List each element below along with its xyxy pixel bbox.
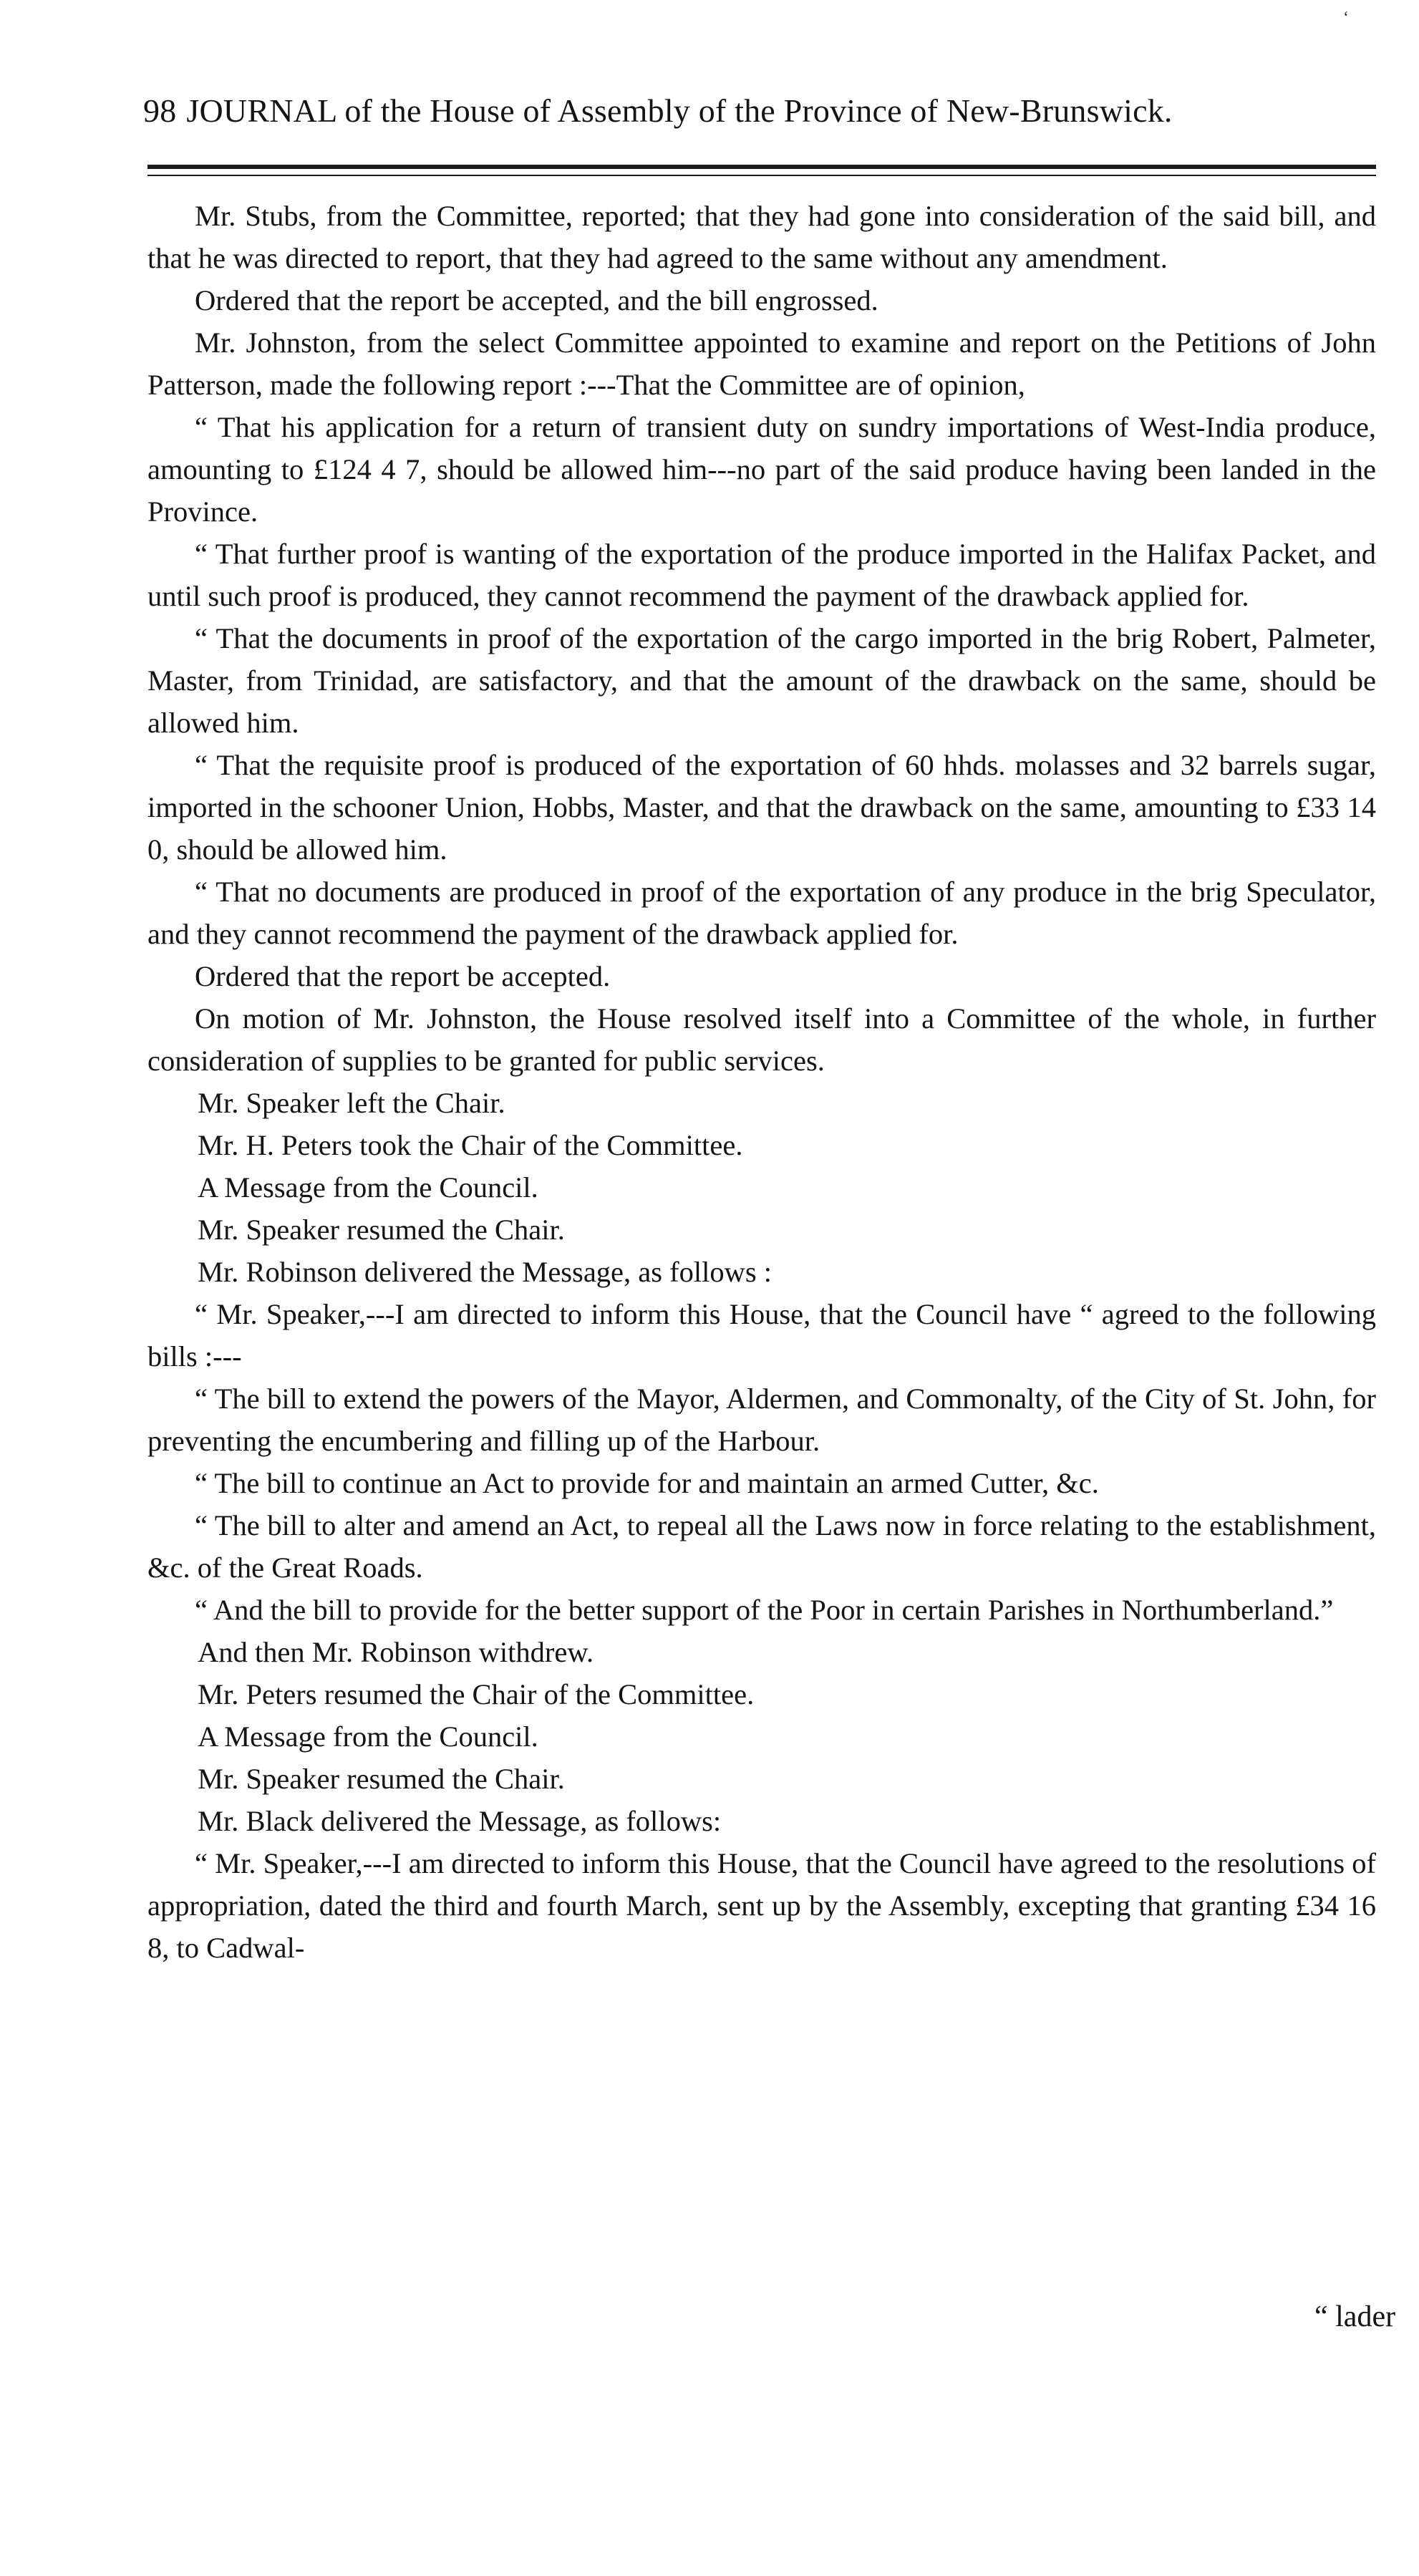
quoted-paragraph: “ The bill to continue an Act to provide for and maintain an armed Cutter, &c. xyxy=(195,1467,1099,1499)
page-title: JOURNAL of the House of Assembly of the Province of New-Brunswick. xyxy=(186,92,1173,129)
paragraph: “ That the documents in proof of the exportation of the cargo imported in the brig Robert, Palmeter, Master, from Trinidad, are satisfactory, and that the amount of the drawback on the same, should be allowed him. xyxy=(147,622,1376,739)
paragraph: On motion of Mr. Johnston, the House resolved itself into a Committee of the whole, in further consideration of supplies to be granted for public services. xyxy=(147,1002,1376,1077)
print-mark: ‘ xyxy=(1343,9,1349,27)
paragraph: Ordered that the report be accepted, and the bill engrossed. xyxy=(195,284,878,316)
journal-body xyxy=(147,195,1376,1969)
page-number: 98 xyxy=(143,92,177,129)
paragraph: A Message from the Council. xyxy=(198,1171,538,1204)
paragraph: And then Mr. Robinson withdrew. xyxy=(198,1636,594,1668)
paragraph: “ That further proof is wanting of the exportation of the produce imported in the Halifax Packet, and until such proof is produced, they cannot recommend the payment of the drawback applied for. xyxy=(147,538,1376,612)
quoted-paragraph: “ The bill to alter and amend an Act, to repeal all the Laws now in force relating to the establishment, &c. of the Great Roads. xyxy=(147,1509,1376,1584)
paragraph: Mr. Stubs, from the Committee, reported; that they had gone into consideration of the said bill, and that he was directed to report, that they had agreed to the same without any amendment. xyxy=(147,200,1376,274)
paragraph: Mr. Speaker left the Chair. xyxy=(198,1087,505,1119)
paragraph: “ That no documents are produced in proof of the exportation of any produce in the brig Speculator, and they cannot recommend the payment of the drawback applied for. xyxy=(147,876,1376,950)
header-rule-thick xyxy=(147,165,1376,169)
quoted-paragraph: “ Mr. Speaker,---I am directed to inform this House, that the Council have “ agreed to the following bills :--- xyxy=(147,1298,1376,1372)
paragraph: A Message from the Council. xyxy=(198,1720,538,1753)
quoted-paragraph: “ Mr. Speaker,---I am directed to inform this House, that the Council have agreed to the resolutions of appropriation, dated the third and fourth March, sent up by the Assembly, excepting that granting £34 16 8, to Cadwal- xyxy=(147,1847,1376,1964)
paragraph: “ That the requisite proof is produced of the exportation of 60 hhds. molasses and 32 barrels sugar, imported in the schooner Union, Hobbs, Master, and that the drawback on the same, amounting to £33 14 0, should be allowed him. xyxy=(147,749,1376,866)
paragraph: Ordered that the report be accepted. xyxy=(195,960,611,992)
paragraph: Mr. Peters resumed the Chair of the Committee. xyxy=(198,1678,755,1710)
paragraph: Mr. Black delivered the Message, as follows: xyxy=(198,1805,722,1837)
quoted-paragraph: “ And the bill to provide for the better support of the Poor in certain Parishes in Northumberland.” xyxy=(195,1594,1334,1626)
paragraph: Mr. Speaker resumed the Chair. xyxy=(198,1214,565,1246)
paragraph: Mr. H. Peters took the Chair of the Committee. xyxy=(198,1129,743,1161)
paragraph: Mr. Robinson delivered the Message, as follows : xyxy=(198,1256,773,1288)
quoted-paragraph: “ The bill to extend the powers of the Mayor, Aldermen, and Commonalty, of the City of St. John, for preventing the encumbering and filling up of the Harbour. xyxy=(147,1383,1376,1457)
catchword: “ lader xyxy=(1314,2300,1396,2333)
paragraph: “ That his application for a return of transient duty on sundry importations of West-India produce, amounting to £124 4 7, should be allowed him---no part of the said produce having been landed in the Province. xyxy=(147,411,1376,528)
paragraph: Mr. Speaker resumed the Chair. xyxy=(198,1763,565,1795)
page-header xyxy=(143,92,1380,130)
paragraph: Mr. Johnston, from the select Committee appointed to examine and report on the Petitions of John Patterson, made the following report :---That the Committee are of opinion, xyxy=(147,326,1376,401)
header-rule-thin xyxy=(147,175,1376,176)
